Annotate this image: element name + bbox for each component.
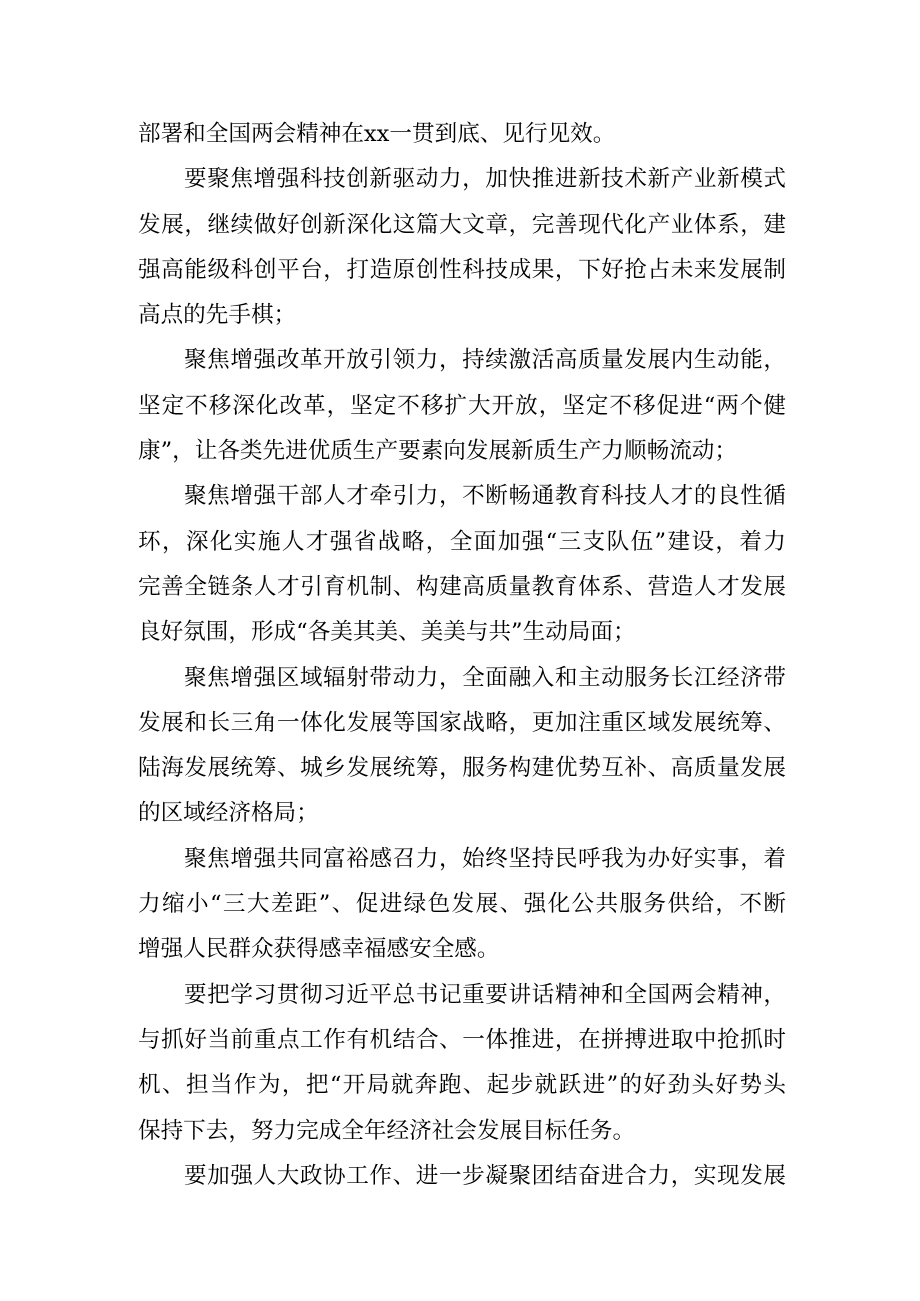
text-line: 坚定不移深化改革，坚定不移扩大开放，坚定不移促进“两个健 bbox=[138, 392, 786, 419]
text-line: 增强人民群众获得感幸福感安全感。 bbox=[138, 936, 500, 963]
paragraph-first-line: 要加强人大政协工作、进一步凝聚团结奋进合力，实现发展 bbox=[184, 1162, 786, 1189]
text-line: 高点的先手棋； bbox=[138, 302, 297, 329]
paragraph-first-line: 聚焦增强干部人才牵引力，不断畅通教育科技人才的良性循 bbox=[184, 483, 786, 510]
text-line: 康”，让各类先进优质生产要素向发展新质生产力顺畅流动； bbox=[138, 438, 737, 465]
text-line: 机、担当作为，把“开局就奔跑、起步就跃进”的好劲头好势头 bbox=[138, 1072, 786, 1099]
text-line: 部署和全国两会精神在xx一贯到底、见行见效。 bbox=[138, 121, 616, 147]
text-line: 的区域经济格局； bbox=[138, 800, 319, 827]
text-line: 发展，继续做好创新深化这篇大文章，完善现代化产业体系，建 bbox=[138, 211, 786, 238]
text-line: 与抓好当前重点工作有机结合、一体推进，在拼搏进取中抢抓时 bbox=[138, 1026, 786, 1053]
text-line: 良好氛围，形成“各美其美、美美与共”生动局面； bbox=[138, 619, 636, 646]
text-line: 环，深化实施人才强省战略，全面加强“三支队伍”建设，着力 bbox=[138, 528, 786, 555]
text-line: 发展和长三角一体化发展等国家战略，更加注重区域发展统筹、 bbox=[138, 709, 786, 736]
paragraph-first-line: 要把学习贯彻习近平总书记重要讲话精神和全国两会精神， bbox=[184, 981, 786, 1008]
text-line: 陆海发展统筹、城乡发展统筹，服务构建优势互补、高质量发展 bbox=[138, 755, 786, 782]
paragraph-first-line: 要聚焦增强科技创新驱动力，加快推进新技术新产业新模式 bbox=[184, 166, 786, 193]
paragraph-first-line: 聚焦增强区域辐射带动力，全面融入和主动服务长江经济带 bbox=[184, 664, 786, 691]
paragraph-first-line: 聚焦增强改革开放引领力，持续激活高质量发展内生动能， bbox=[184, 347, 786, 374]
text-line: 完善全链条人才引育机制、构建高质量教育体系、营造人才发展 bbox=[138, 573, 786, 600]
text-line: 力缩小“三大差距”、促进绿色发展、强化公共服务供给，不断 bbox=[138, 891, 786, 918]
text-line: 保持下去，努力完成全年经济社会发展目标任务。 bbox=[138, 1117, 636, 1144]
body-text bbox=[138, 112, 786, 1199]
paragraph-first-line: 聚焦增强共同富裕感召力，始终坚持民呼我为办好实事，着 bbox=[184, 845, 786, 872]
text-line: 强高能级科创平台，打造原创性科技成果，下好抢占未来发展制 bbox=[138, 256, 786, 283]
